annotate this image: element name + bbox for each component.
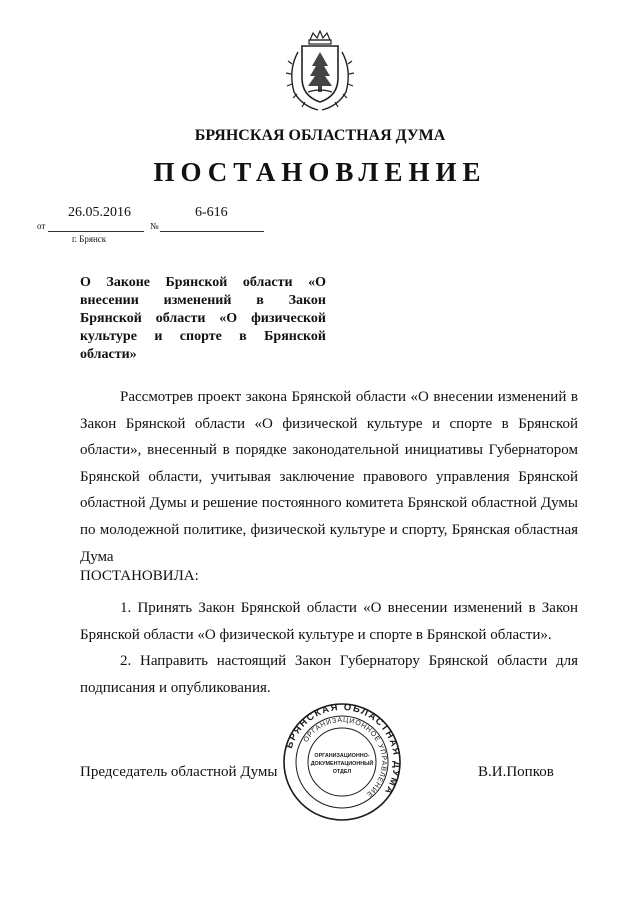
document-number: 6-616 [195, 205, 228, 220]
document-subject: О Законе Брянской области «О внесении изменений в Закон Брянской области «О физической культуре и спорте в Брянской области» [80, 275, 326, 362]
resolution-item-1-text: 1. Принять Закон Брянской области «О внесении изменений в Закон Брянской области «О физической культуре и спорте в Брянской области». [80, 600, 578, 643]
official-seal-stamp [282, 702, 402, 822]
number-underline [160, 231, 264, 232]
seal-center-line-3: ОТДЕЛ [332, 769, 352, 775]
seal-center-line-2: ДОКУМЕНТАЦИОННЫЙ [310, 761, 374, 767]
seal-center-line-1: ОРГАНИЗАЦИОННО- [314, 753, 370, 759]
preamble-paragraph [80, 384, 578, 570]
coat-of-arms-emblem [284, 30, 356, 112]
seal-inner-text: ОРГАНИЗАЦИОННОЕ УПРАВЛЕНИЕ [302, 716, 388, 799]
document-type: ПОСТАНОВЛЕНИЕ [153, 157, 487, 187]
document-date: 26.05.2016 [68, 205, 131, 220]
preamble-text: Рассмотрев проект закона Брянской области «О внесении изменений в Закон Брянской области «О физической культуре и спорте в Брянской области», внесенный в порядке законодательной инициативы Губернатором Брянской области, учитывая заключение правового управления Брянской областной Думы и решение постоянного комитета Брянской областной Думы по молодежной политике, физической культуре и спорту, Брянская областная Дума [80, 389, 578, 565]
signatory-name: В.И.Попков [478, 764, 554, 780]
org-name: БРЯНСКАЯ ОБЛАСТНАЯ ДУМА [194, 127, 446, 144]
resolution-item-1 [80, 595, 578, 648]
signatory-title: Председатель областной Думы [80, 764, 278, 780]
seal-outer-text: БРЯНСКАЯ ОБЛАСТНАЯ ДУМА [283, 702, 402, 798]
resolution-item-2 [80, 648, 578, 701]
number-prefix: № [150, 221, 159, 231]
ruling-heading: ПОСТАНОВИЛА: [80, 568, 199, 584]
date-underline [48, 231, 144, 232]
city: г. Брянск [72, 234, 107, 244]
resolution-item-2-text: 2. Направить настоящий Закон Губернатору Брянской области для подписания и опубликования. [80, 653, 578, 696]
date-prefix: от [37, 221, 46, 231]
